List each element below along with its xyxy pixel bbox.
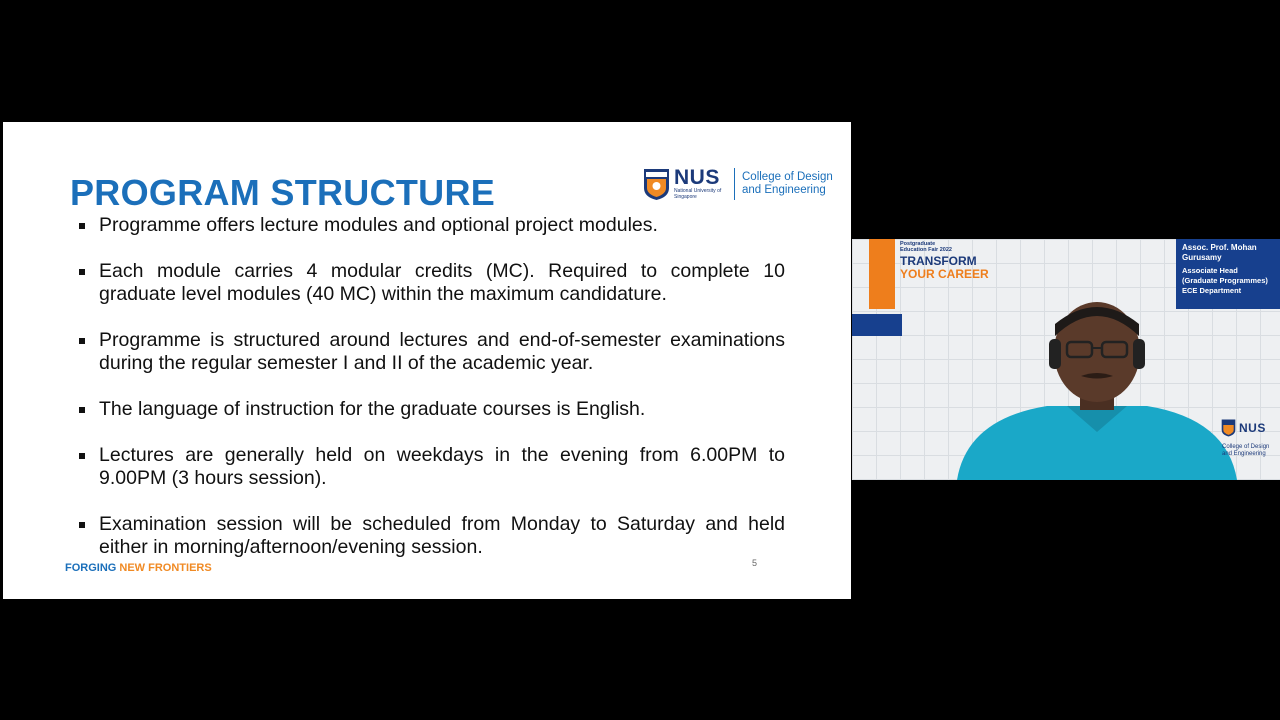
presentation-slide [3,122,851,599]
webcam-nus-wordmark: NUS [1239,421,1266,435]
speaker-name: Assoc. Prof. Mohan Gurusamy [1182,243,1257,262]
bullet-item [79,214,785,237]
bullet-item [79,513,785,559]
event-headline-2: YOUR CAREER [900,267,989,281]
bullet-text: Programme offers lecture modules and optional project modules. [99,214,658,236]
slide-title: PROGRAM STRUCTURE [70,172,496,213]
bullet-text: Each module carries 4 modular credits (MC). Required to complete 10 graduate level modules (40 MC) within the maximum candidature. [99,260,785,305]
bullet-list [79,214,785,582]
webcam-nus-logo [1221,419,1266,437]
bullet-marker [79,223,85,229]
orange-accent-bar [869,239,895,309]
nus-cde-logo [643,166,840,202]
bullet-text: Programme is structured around lectures and end-of-semester examinations during the regular semester I and II of the academic year. [99,329,785,374]
footer-text-1: FORGING [65,562,117,574]
nus-crest-icon [1221,419,1236,437]
speaker-webcam-feed [852,239,1280,480]
bullet-item [79,398,785,421]
bullet-item [79,260,785,306]
bullet-marker [79,269,85,275]
slide-page-number: 5 [752,558,758,568]
bullet-marker [79,522,85,528]
bullet-marker [79,338,85,344]
event-name-small: Postgraduate Education Fair 2022 [900,241,952,253]
bullet-text: The language of instruction for the graduate courses is English. [99,398,646,420]
bullet-marker [79,407,85,413]
slide-footer-tagline [65,562,212,574]
event-headline-1: TRANSFORM [900,254,977,268]
footer-text-2: NEW FRONTIERS [119,562,212,574]
bullet-text: Lectures are generally held on weekdays in the evening from 6.00PM to 9.00PM (3 hours session). [99,444,785,489]
speaker-video [957,294,1237,480]
blue-accent-bar [852,314,902,336]
speaker-role: Associate Head (Graduate Programmes) ECE Department [1182,266,1268,295]
nus-crest-icon [643,168,670,201]
bullet-text: Examination session will be scheduled from Monday to Saturday and held either in morning/afternoon/evening session. [99,513,785,558]
bullet-marker [79,453,85,459]
nus-wordmark: NUS [674,166,720,189]
college-name: College of Design and Engineering [742,171,833,196]
nus-subtitle: National University of Singapore [674,188,722,200]
logo-divider [734,168,735,200]
webcam-college-name: College of Design and Engineering [1222,444,1270,457]
bullet-item [79,444,785,490]
bullet-item [79,329,785,375]
